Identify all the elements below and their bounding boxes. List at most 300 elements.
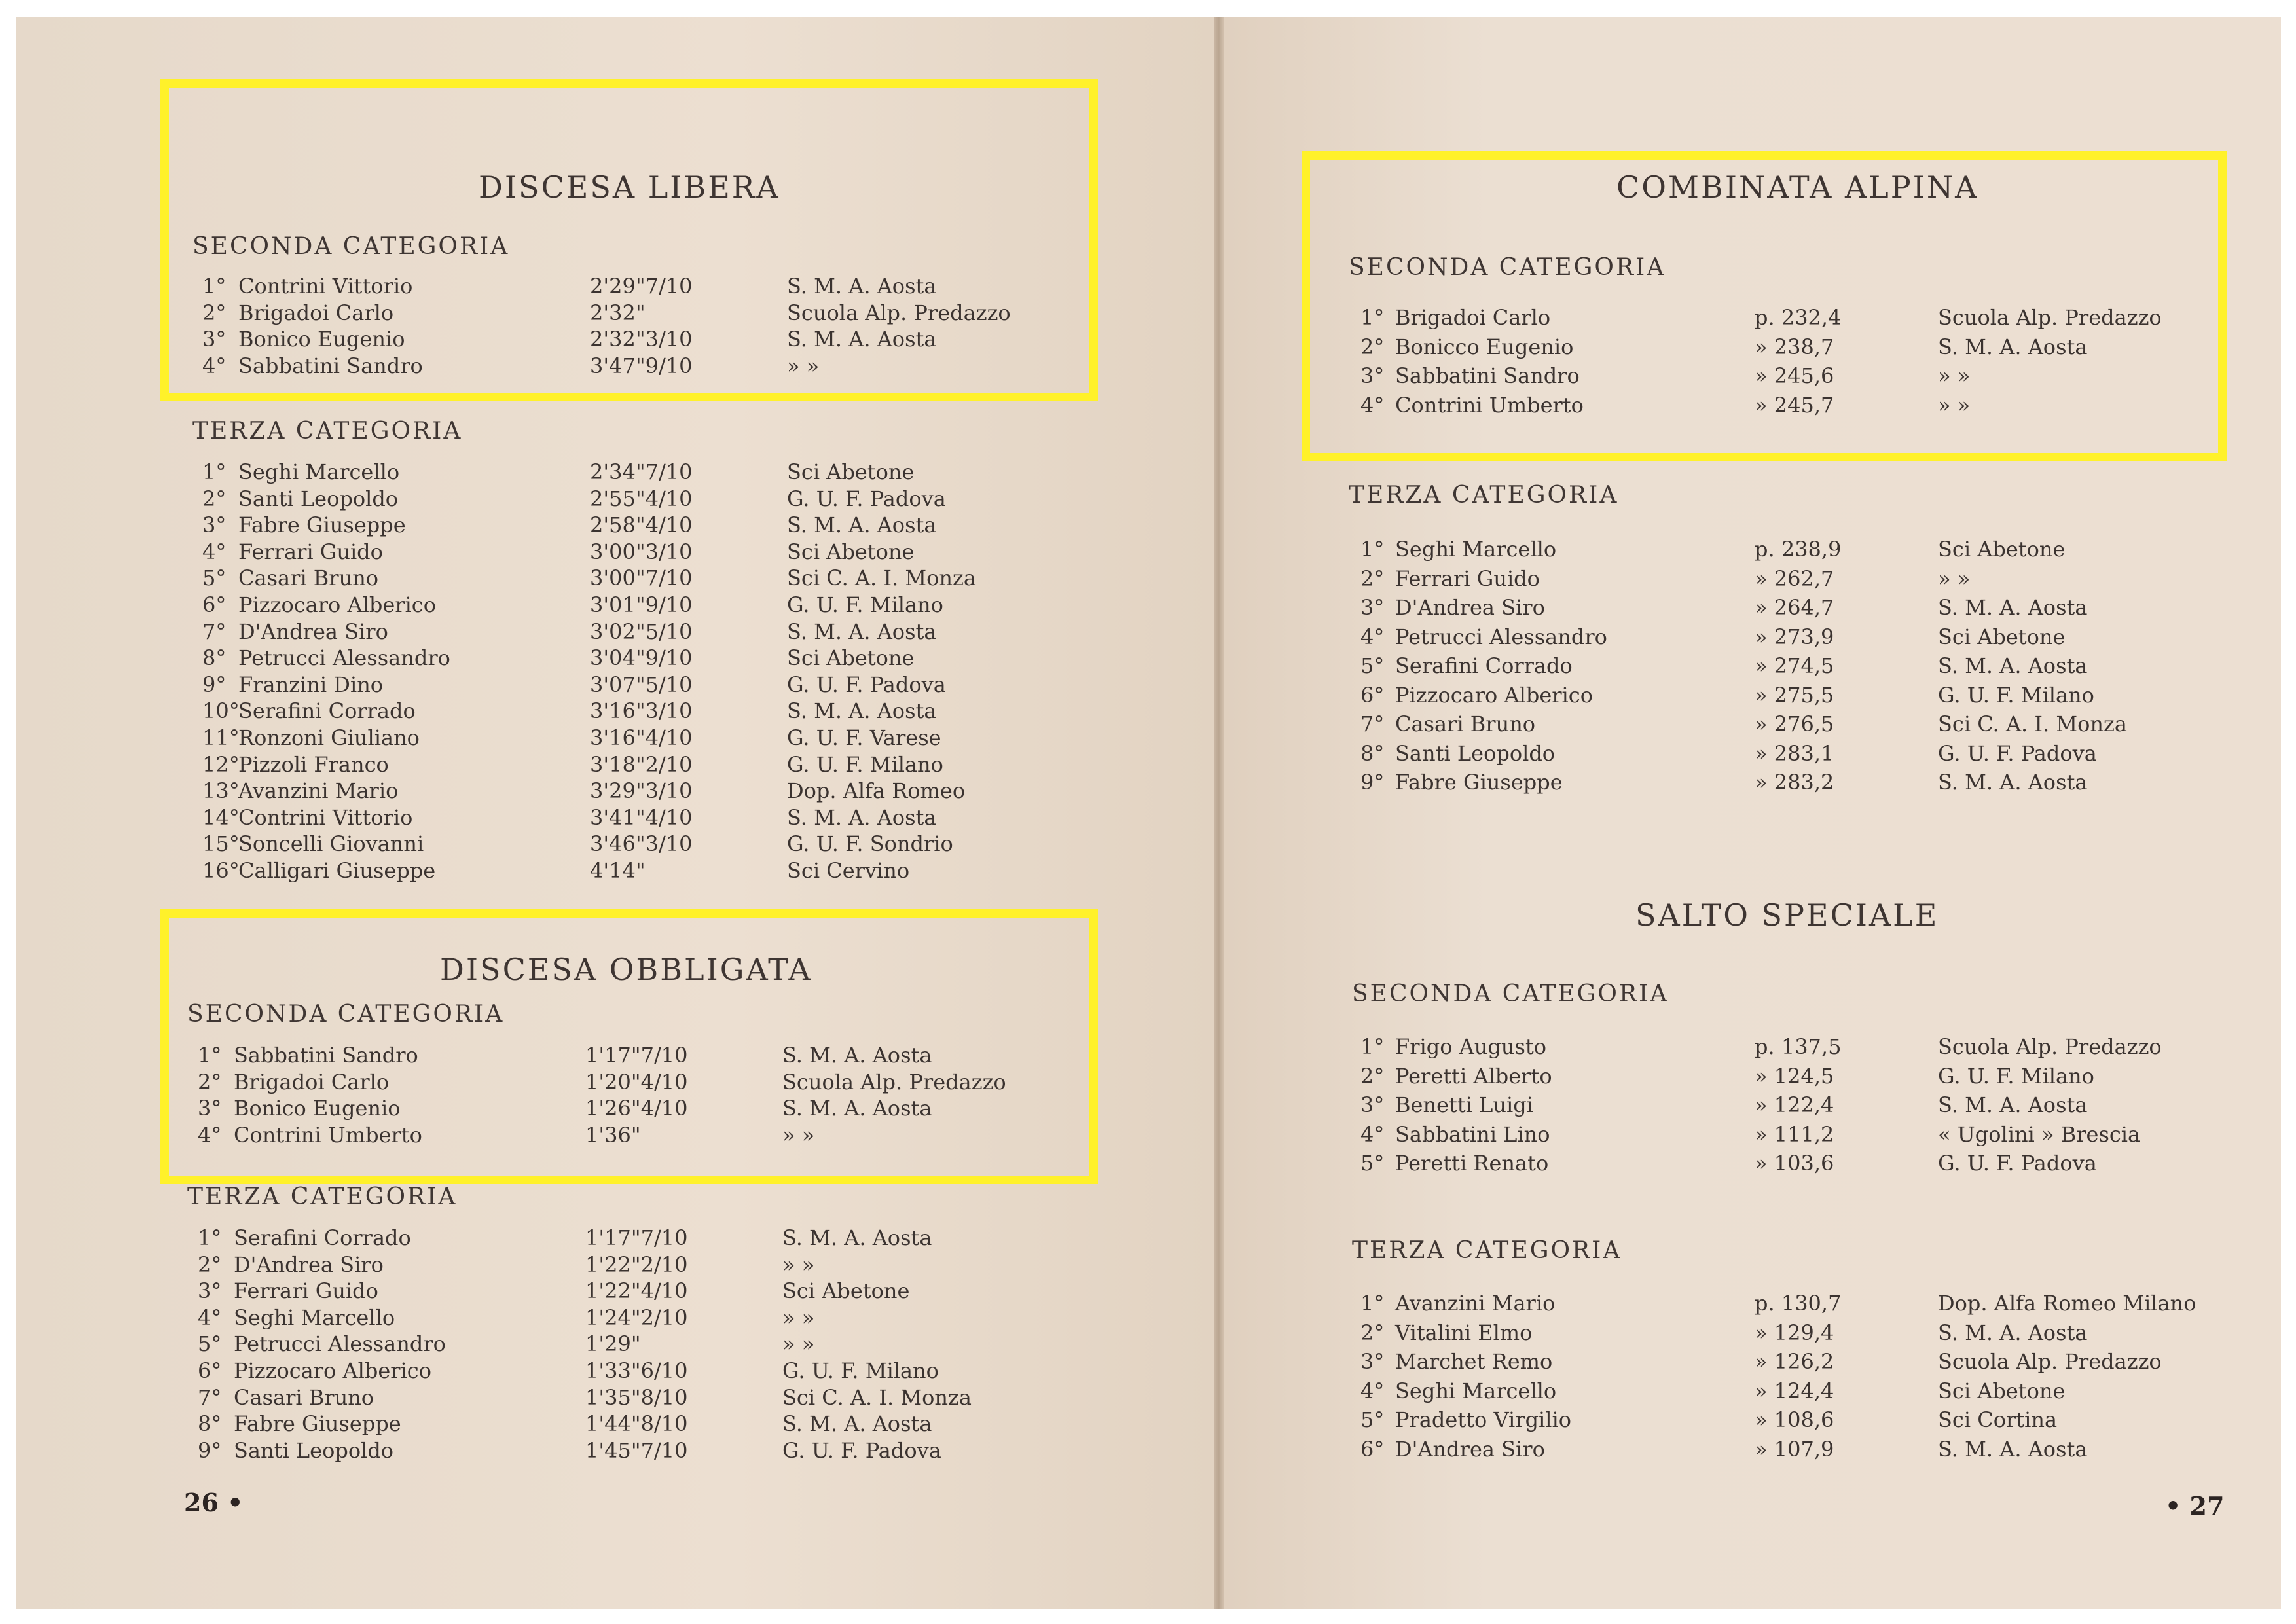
result-row [1360,712,2212,741]
result-score: » 108,6 [1755,1407,1834,1432]
right-page [1224,17,2281,1609]
result-club: G. U. F. Padova [787,672,946,697]
result-row [198,1411,1049,1438]
results-discesa-obbligata-terza [198,1225,1049,1464]
result-club: G. U. F. Milano [787,592,943,617]
result-pos: 3° [1360,363,1385,388]
result-club: S. M. A. Aosta [787,513,937,538]
result-pos: 4° [198,1122,222,1147]
result-row [202,752,1053,779]
result-club: S. M. A. Aosta [787,327,937,352]
section-title-salto-speciale: SALTO SPECIALE [1635,897,1939,933]
result-name: D'Andrea Siro [238,619,388,644]
category-terza: TERZA CATEGORIA [192,418,463,444]
result-club: Sci Cortina [1938,1407,2058,1432]
result-pos: 3° [198,1096,222,1121]
result-score: » 245,6 [1755,363,1834,388]
result-pos: 2° [1360,1063,1385,1089]
result-club: S. M. A. Aosta [782,1411,932,1437]
result-club: G. U. F. Padova [782,1437,941,1463]
result-club: » » [1938,363,1971,388]
result-row [198,1358,1049,1385]
result-club: Dop. Alfa Romeo Milano [1938,1291,2196,1316]
result-name: Soncelli Giovanni [238,831,424,857]
result-name: Seghi Marcello [238,460,400,484]
result-pos: 10° [202,698,240,724]
result-name: Fabre Giuseppe [1395,770,1563,795]
result-row [202,460,1053,486]
result-row [1360,1064,2212,1093]
result-name: Casari Bruno [1395,712,1536,736]
result-name: Sabbatini Sandro [238,353,423,378]
result-club: Sci Cervino [787,857,910,883]
section-title-discesa-obbligata: DISCESA OBBLIGATA [440,952,812,987]
result-row [202,672,1053,699]
result-time: 3'02"5/10 [590,619,693,644]
result-pos: 4° [202,539,227,564]
result-row [202,513,1053,539]
result-club: » » [782,1122,815,1147]
result-row [202,858,1053,885]
result-club: Scuola Alp. Predazzo [1938,1349,2162,1374]
result-name: Marchet Remo [1395,1349,1553,1374]
result-row [198,1438,1049,1465]
result-club: Scuola Alp. Predazzo [1938,305,2162,330]
result-name: Brigadoi Carlo [234,1069,390,1094]
result-score: » 111,2 [1755,1121,1834,1147]
result-time: 1'24"2/10 [585,1305,688,1330]
result-name: Avanzini Mario [238,778,399,804]
result-name: Contrini Vittorio [238,274,413,298]
result-name: Benetti Luigi [1395,1092,1533,1117]
result-score: » 264,7 [1755,595,1834,620]
result-name: Santi Leopoldo [234,1437,394,1463]
result-time: 1'20"4/10 [585,1069,688,1094]
result-score: » 283,1 [1755,740,1834,766]
result-club: S. M. A. Aosta [1938,595,2088,620]
result-pos: 5° [198,1331,222,1357]
result-row [1360,741,2212,770]
page-number-left: 26 • [184,1488,244,1517]
result-name: Brigadoi Carlo [1395,305,1551,330]
result-name: Sabbatini Sandro [1395,363,1580,388]
result-row [198,1123,1049,1149]
result-name: Contrini Umberto [1395,392,1584,418]
result-row [1360,1034,2212,1064]
result-name: Pizzocaro Alberico [1395,682,1593,708]
result-pos: 3° [1360,1092,1385,1117]
result-name: Bonico Eugenio [234,1096,401,1121]
result-name: Avanzini Mario [1395,1291,1556,1316]
result-row [1360,393,2212,422]
results-salto-seconda [1360,1034,2212,1180]
result-club: G. U. F. Sondrio [787,831,953,857]
result-score: » 122,4 [1755,1092,1834,1117]
result-club: S. M. A. Aosta [1938,653,2088,678]
result-name: Pizzoli Franco [238,751,389,777]
result-pos: 16° [202,857,240,883]
result-score: » 262,7 [1755,566,1834,591]
result-pos: 2° [1360,1320,1385,1345]
result-row [1360,1320,2231,1350]
result-row [1360,1291,2231,1320]
result-name: D'Andrea Siro [1395,1436,1545,1462]
result-pos: 4° [198,1305,222,1330]
result-club: G. U. F. Milano [1938,682,2094,708]
result-time: 3'00"3/10 [590,539,693,564]
result-pos: 8° [202,645,227,671]
result-name: Casari Bruno [238,566,379,591]
result-name: Santi Leopoldo [1395,740,1556,766]
result-club: » » [1938,392,1971,418]
result-name: Santi Leopoldo [238,486,399,511]
result-name: Pizzocaro Alberico [234,1358,431,1383]
result-row [1360,1092,2212,1122]
result-score: p. 232,4 [1755,305,1842,330]
result-club: G. U. F. Milano [1938,1063,2094,1089]
result-time: 3'01"9/10 [590,592,693,617]
result-pos: 1° [1360,1291,1385,1316]
result-pos: 1° [1360,1034,1385,1059]
result-club: S. M. A. Aosta [1938,1436,2088,1462]
result-row [202,831,1053,858]
result-name: Contrini Umberto [234,1122,422,1147]
result-time: 3'46"3/10 [590,831,693,857]
result-row [1360,624,2212,654]
result-pos: 2° [1360,334,1385,359]
result-time: 1'36" [585,1122,641,1147]
section-title-combinata-alpina: COMBINATA ALPINA [1616,170,1979,205]
result-name: Sabbatini Lino [1395,1121,1550,1147]
result-time: 1'26"4/10 [585,1096,688,1121]
result-name: Vitalini Elmo [1395,1320,1533,1345]
result-club: Sci C. A. I. Monza [782,1384,972,1410]
result-score: p. 137,5 [1755,1034,1842,1059]
result-row [202,698,1053,725]
result-row [198,1252,1049,1279]
result-club: Sci Abetone [787,645,915,671]
result-row [202,566,1053,592]
result-time: 1'45"7/10 [585,1437,688,1463]
result-pos: 6° [1360,682,1385,708]
result-club: » » [1938,566,1971,591]
result-name: Petrucci Alessandro [1395,624,1607,649]
result-row [202,274,1053,300]
result-name: Serafini Corrado [234,1225,411,1250]
result-pos: 11° [202,725,240,750]
result-club: S. M. A. Aosta [787,698,937,724]
result-club: G. U. F. Milano [787,751,943,777]
result-club: Sci Abetone [787,539,915,564]
result-pos: 6° [1360,1436,1385,1462]
result-name: D'Andrea Siro [1395,595,1545,620]
result-row [202,645,1053,672]
result-pos: 14° [202,804,240,830]
result-time: 1'22"4/10 [585,1278,688,1304]
result-row [202,539,1053,566]
result-pos: 4° [1360,1121,1385,1147]
result-pos: 1° [202,460,227,484]
section-title-discesa-libera: DISCESA LIBERA [479,170,780,205]
result-pos: 3° [202,327,227,352]
result-name: Bonicco Eugenio [1395,334,1574,359]
result-row [1360,653,2212,683]
result-row [1360,1151,2212,1180]
result-pos: 5° [1360,1407,1385,1432]
result-score: » 126,2 [1755,1349,1834,1374]
result-row [198,1043,1049,1070]
result-score: » 276,5 [1755,712,1834,736]
result-row [202,778,1053,805]
result-club: Sci Abetone [1938,624,2066,649]
result-row [1360,683,2212,712]
result-row [198,1385,1049,1412]
result-time: 3'16"4/10 [590,725,693,750]
result-club: G. U. F. Padova [787,486,946,511]
result-name: Ferrari Guido [1395,566,1540,591]
result-row [202,353,1053,380]
result-time: 1'29" [585,1331,641,1357]
result-time: 2'58"4/10 [590,513,693,538]
result-name: Franzini Dino [238,672,384,697]
book-gutter [1214,17,1224,1609]
result-pos: 8° [1360,740,1385,766]
result-club: S. M. A. Aosta [787,619,937,644]
results-discesa-obbligata-seconda [198,1043,1049,1149]
result-pos: 2° [198,1252,222,1277]
result-row [1360,595,2212,624]
result-pos: 12° [202,751,240,777]
result-row [202,805,1053,832]
result-score: » 273,9 [1755,624,1834,649]
result-pos: 1° [198,1043,222,1068]
results-salto-terza [1360,1291,2231,1466]
result-pos: 2° [202,486,227,511]
result-row [202,327,1053,353]
result-club: Sci C. A. I. Monza [787,566,976,591]
result-club: S. M. A. Aosta [782,1096,932,1121]
result-row [198,1070,1049,1096]
result-club: S. M. A. Aosta [1938,770,2088,795]
result-name: Fabre Giuseppe [234,1411,401,1437]
result-row [1360,770,2212,799]
result-time: 3'16"3/10 [590,698,693,724]
result-club: S. M. A. Aosta [787,804,937,830]
result-name: Contrini Vittorio [238,804,413,830]
result-row [1360,1379,2231,1408]
result-time: 2'29"7/10 [590,274,693,298]
result-time: 4'14" [590,857,646,883]
result-club: S. M. A. Aosta [1938,1320,2088,1345]
result-row [202,725,1053,752]
result-row [198,1278,1049,1305]
result-pos: 6° [198,1358,222,1383]
result-name: Casari Bruno [234,1384,374,1410]
result-pos: 1° [1360,305,1385,330]
result-pos: 2° [202,300,227,325]
result-name: Seghi Marcello [234,1305,395,1330]
result-club: G. U. F. Varese [787,725,941,750]
page-number-right: • 27 [2165,1491,2225,1521]
results-combinata-terza [1360,537,2212,799]
result-pos: 4° [1360,392,1385,418]
result-club: Dop. Alfa Romeo [787,778,966,804]
result-name: Ronzoni Giuliano [238,725,420,750]
result-club: G. U. F. Padova [1938,1151,2097,1176]
result-club: Scuola Alp. Predazzo [782,1069,1006,1094]
category-seconda: SECONDA CATEGORIA [187,1001,505,1028]
result-club: S. M. A. Aosta [787,274,937,298]
result-name: D'Andrea Siro [234,1252,384,1277]
result-row [198,1225,1049,1252]
result-time: 2'32"3/10 [590,327,693,352]
result-club: Scuola Alp. Predazzo [787,300,1011,325]
result-pos: 4° [1360,624,1385,649]
category-seconda: SECONDA CATEGORIA [1349,254,1666,281]
result-score: » 124,5 [1755,1063,1834,1089]
result-time: 1'17"7/10 [585,1225,688,1250]
result-name: Sabbatini Sandro [234,1043,418,1068]
open-booklet [16,17,2281,1609]
result-name: Serafini Corrado [1395,653,1573,678]
result-time: 3'04"9/10 [590,645,693,671]
result-score: » 283,2 [1755,770,1834,795]
result-pos: 9° [1360,770,1385,795]
result-name: Peretti Alberto [1395,1063,1552,1089]
result-pos: 1° [202,274,227,298]
result-club: » » [782,1305,815,1330]
result-pos: 2° [198,1069,222,1094]
result-club: » » [782,1331,815,1357]
result-time: 3'07"5/10 [590,672,693,697]
result-pos: 8° [198,1411,222,1437]
result-time: 2'34"7/10 [590,460,693,484]
result-name: Ferrari Guido [238,539,383,564]
result-club: Scuola Alp. Predazzo [1938,1034,2162,1059]
result-name: Serafini Corrado [238,698,416,724]
result-name: Seghi Marcello [1395,537,1557,562]
result-row [1360,1349,2231,1379]
result-pos: 7° [202,619,227,644]
result-score: p. 130,7 [1755,1291,1842,1316]
result-row [1360,1122,2212,1151]
result-club: S. M. A. Aosta [782,1225,932,1250]
results-discesa-libera-terza [202,460,1053,885]
result-club: Sci Abetone [787,460,915,484]
result-pos: 6° [202,592,227,617]
result-club: S. M. A. Aosta [782,1043,932,1068]
result-name: Seghi Marcello [1395,1378,1557,1403]
result-club: Sci C. A. I. Monza [1938,712,2127,736]
result-time: 3'41"4/10 [590,804,693,830]
result-club: Sci Abetone [1938,537,2066,562]
results-discesa-libera-seconda [202,274,1053,380]
result-pos: 9° [198,1437,222,1463]
result-score: » 124,4 [1755,1378,1834,1403]
result-club: Sci Abetone [1938,1378,2066,1403]
result-name: Petrucci Alessandro [234,1331,446,1357]
result-pos: 1° [1360,537,1385,562]
result-pos: 4° [1360,1378,1385,1403]
result-pos: 2° [1360,566,1385,591]
result-club: Sci Abetone [782,1278,910,1304]
result-name: Pradetto Virgilio [1395,1407,1572,1432]
result-score: p. 238,9 [1755,537,1842,562]
category-terza: TERZA CATEGORIA [1349,482,1619,509]
result-row [202,486,1053,513]
result-name: Brigadoi Carlo [238,300,394,325]
result-pos: 4° [202,353,227,378]
result-pos: 7° [198,1384,222,1410]
result-row [1360,363,2212,393]
result-time: 3'47"9/10 [590,353,693,378]
result-time: 1'33"6/10 [585,1358,688,1383]
result-pos: 7° [1360,712,1385,736]
result-pos: 5° [202,566,227,591]
result-pos: 15° [202,831,240,857]
result-time: 3'29"3/10 [590,778,693,804]
result-pos: 3° [198,1278,222,1304]
category-seconda: SECONDA CATEGORIA [1352,981,1669,1007]
category-seconda: SECONDA CATEGORIA [192,233,510,260]
result-row [202,592,1053,619]
result-time: 2'55"4/10 [590,486,693,511]
result-row [202,300,1053,327]
result-name: Bonico Eugenio [238,327,405,352]
result-club: » » [782,1252,815,1277]
result-time: 2'32" [590,300,646,325]
result-time: 3'00"7/10 [590,566,693,591]
result-name: Frigo Augusto [1395,1034,1547,1059]
result-pos: 5° [1360,1151,1385,1176]
result-time: 1'44"8/10 [585,1411,688,1437]
result-time: 1'22"2/10 [585,1252,688,1277]
result-score: » 274,5 [1755,653,1834,678]
result-pos: 9° [202,672,227,697]
result-score: » 107,9 [1755,1436,1834,1462]
result-row [198,1305,1049,1332]
result-name: Petrucci Alessandro [238,645,450,671]
result-pos: 1° [198,1225,222,1250]
result-score: » 275,5 [1755,682,1834,708]
result-club: S. M. A. Aosta [1938,1092,2088,1117]
result-row [1360,1407,2231,1437]
result-row [1360,566,2212,596]
result-club: S. M. A. Aosta [1938,334,2088,359]
result-time: 3'18"2/10 [590,751,693,777]
result-row [198,1331,1049,1358]
result-row [1360,334,2212,364]
category-terza: TERZA CATEGORIA [187,1183,458,1210]
result-pos: 13° [202,778,240,804]
result-name: Pizzocaro Alberico [238,592,436,617]
result-club: G. U. F. Milano [782,1358,939,1383]
result-time: 1'17"7/10 [585,1043,688,1068]
result-score: » 103,6 [1755,1151,1834,1176]
result-club: » » [787,353,820,378]
result-pos: 3° [1360,595,1385,620]
result-time: 1'35"8/10 [585,1384,688,1410]
left-page [16,17,1214,1609]
category-terza: TERZA CATEGORIA [1352,1237,1622,1264]
result-row [1360,305,2212,334]
result-score: » 245,7 [1755,392,1834,418]
result-name: Ferrari Guido [234,1278,378,1304]
result-club: « Ugolini » Brescia [1938,1121,2141,1147]
result-name: Fabre Giuseppe [238,513,406,538]
result-row [1360,1437,2231,1466]
result-pos: 3° [202,513,227,538]
